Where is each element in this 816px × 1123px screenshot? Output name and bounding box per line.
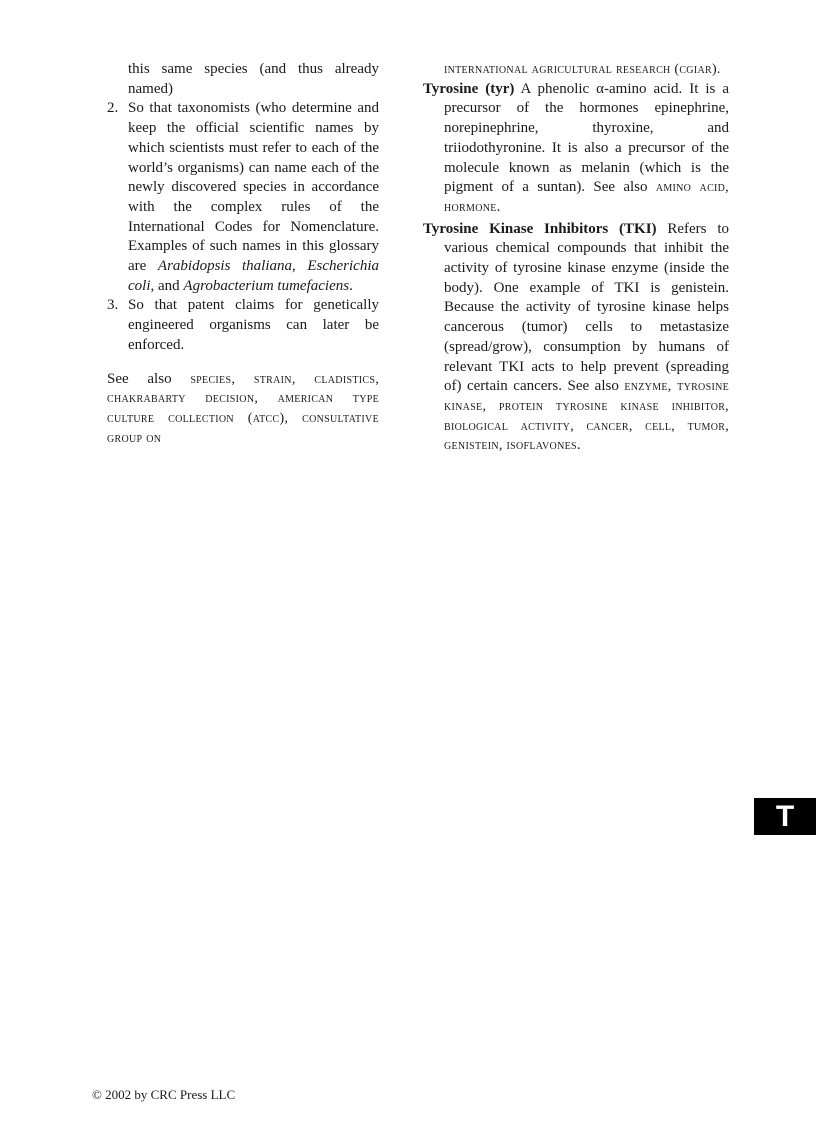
glossary-entry-tyrosine bbox=[423, 80, 729, 218]
species-example: Arabidopsis thaliana bbox=[157, 258, 293, 275]
list-item bbox=[107, 296, 379, 355]
punctuation: . bbox=[576, 437, 581, 454]
list-item-number: 3. bbox=[107, 297, 119, 314]
entry-refs: enzyme, tyrosine kinase, protein tyrosine kinase inhibitor, biological activity, cancer, cell, tumor, genistein, isoflavones bbox=[444, 379, 729, 454]
section-thumb-tab: T bbox=[754, 798, 816, 835]
see-also-label: See also bbox=[107, 370, 191, 387]
entry-definition: A phenolic α-amino acid. It is a precursor of the hormones epinephrine, norepinephrine, thyroxine, and triiodothyronine. It is also a precursor of the molecule known as melanin (which is the pigment of a suntan). See also bbox=[444, 80, 729, 196]
reasons-list bbox=[107, 99, 379, 355]
see-also-refs: species, strain, cladistics, chakrabarty decision, american type culture collection (atcc), consultative group on bbox=[107, 371, 379, 446]
punctuation: . bbox=[496, 198, 501, 215]
list-item-text: So that patent claims for genetically engineered organisms can later be enforced. bbox=[128, 297, 379, 353]
left-column bbox=[107, 60, 379, 448]
species-example: Escherichia coli bbox=[128, 258, 380, 294]
cross-reference: international agricultural research (cgiar). bbox=[444, 62, 721, 77]
list-item-text: So that taxonomists (who determine and keep the official scientific names by which scientists must refer to each of the world’s organisms) can name each of the newly discovered species in accordance with the complex rules of the International Codes for Nomenclature. Examples of such names in this glossary are bbox=[128, 100, 379, 275]
glossary-entry-tki bbox=[423, 220, 729, 456]
separator: , bbox=[292, 258, 308, 275]
entry-term: Tyrosine Kinase Inhibitors (TKI) bbox=[423, 220, 657, 237]
copyright-footer: © 2002 by CRC Press LLC bbox=[92, 1087, 236, 1102]
entry-definition: Refers to various chemical compounds that inhibit the activity of tyrosine kinase enzyme (inside the body). One example of TKI is genistein. Because the activity of tyrosine kinase helps cancerous (tumor) cells to metastasize (spread/grow), consumption by humans of relevant TKI acts to help prevent (spreading of) certain cancers. See also bbox=[444, 220, 729, 395]
separator: , and bbox=[150, 277, 184, 294]
entry-term: Tyrosine (tyr) bbox=[423, 80, 515, 97]
right-column bbox=[423, 60, 729, 458]
list-continuation: this same species (and thus already named) bbox=[128, 61, 379, 97]
entry-continuation bbox=[423, 60, 729, 80]
list-item-number: 2. bbox=[107, 100, 119, 117]
species-example: Agrobacterium tumefaciens bbox=[183, 277, 350, 294]
see-also-paragraph bbox=[107, 370, 379, 449]
list-item bbox=[107, 99, 379, 296]
punctuation: . bbox=[349, 277, 353, 294]
entry-refs: amino acid, hormone bbox=[444, 180, 729, 215]
